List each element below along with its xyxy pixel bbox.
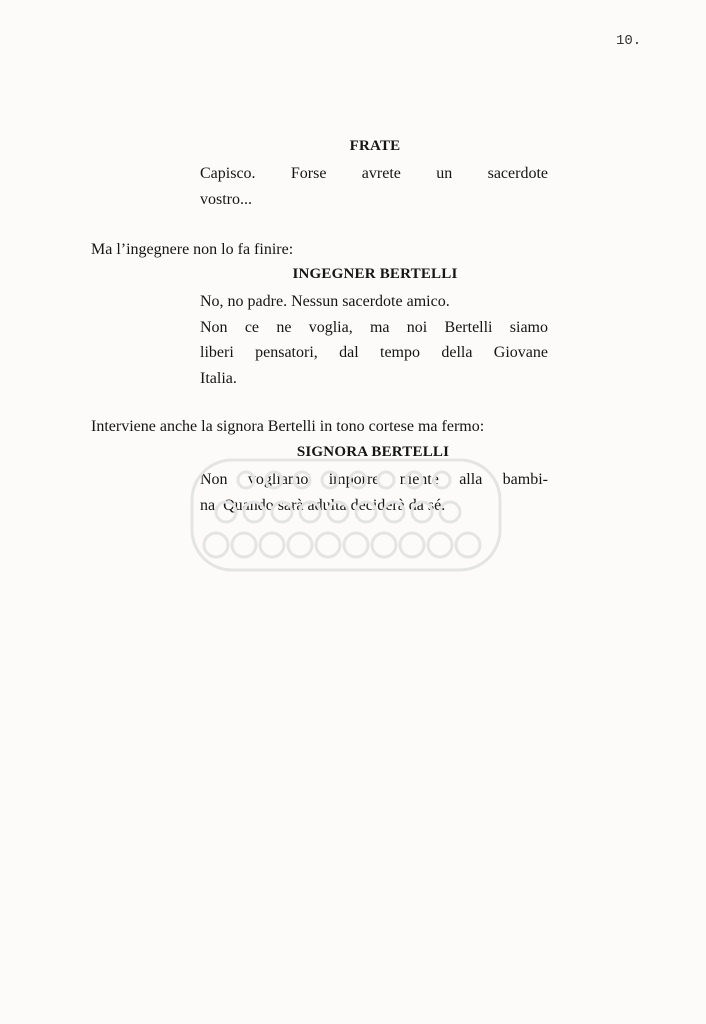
action-line-2: Interviene anche la signora Bertelli in tono cortese ma fermo: bbox=[91, 418, 485, 435]
watermark-seal bbox=[186, 450, 506, 580]
character-name-frate: FRATE bbox=[349, 138, 401, 154]
dialogue-frate bbox=[200, 161, 548, 212]
dialogue-line: Non vogliamo imporre niente alla bambi- bbox=[200, 471, 548, 488]
dialogue-line: Non ce ne voglia, ma noi Bertelli siamo bbox=[200, 318, 548, 336]
dialogue-line: Capisco. Forse avrete un sacerdote bbox=[200, 165, 548, 182]
character-name-signora-bertelli: SIGNORA BERTELLI bbox=[296, 444, 450, 460]
dialogue-line: Italia. bbox=[200, 369, 237, 387]
page-number: 10. bbox=[616, 33, 642, 49]
action-line-1: Ma l’ingegnere non lo fa finire: bbox=[91, 241, 294, 258]
dialogue-line: vostro... bbox=[200, 190, 252, 208]
dialogue-ingegner-bertelli bbox=[200, 289, 548, 391]
dialogue-line: liberi pensatori, dal tempo della Giovane bbox=[200, 344, 548, 361]
character-name-ingegner-bertelli: INGEGNER BERTELLI bbox=[292, 266, 458, 282]
dialogue-line: No, no padre. Nessun sacerdote amico. bbox=[200, 293, 450, 310]
dialogue-line: na. Quando sarà adulta deciderà da sé. bbox=[200, 496, 446, 514]
